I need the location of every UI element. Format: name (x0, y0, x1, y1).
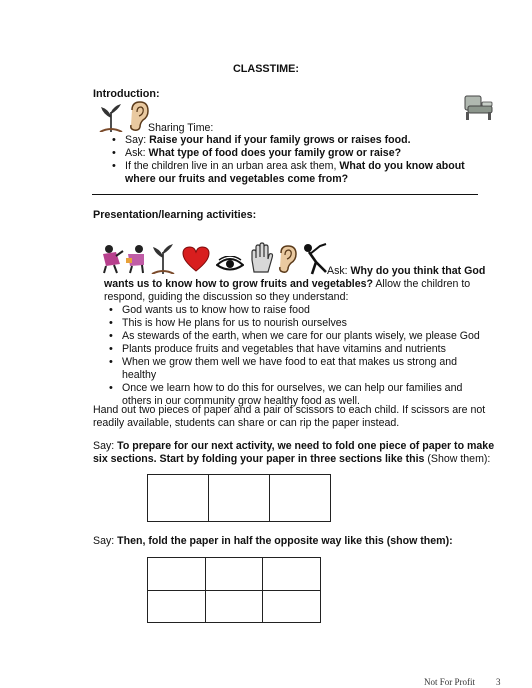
ask-line-1: Ask: Why do you think that God (327, 265, 486, 277)
list-item: • Ask: What type of food does your family grow or raise? (107, 147, 507, 160)
child-figure-icon (124, 244, 148, 274)
fold-section (263, 590, 321, 623)
list-item: • Say: Raise your hand if your family grows or raises food. (107, 134, 507, 147)
hand-icon (248, 242, 274, 274)
stretching-figure-icon (300, 242, 330, 276)
plant-sprout-icon (97, 102, 125, 132)
heart-icon (182, 246, 210, 272)
fold-section (148, 558, 206, 591)
ear-icon (126, 100, 150, 132)
footer-label: Not For Profit (424, 677, 476, 687)
ear-icon (276, 244, 298, 274)
six-section-diagram (147, 557, 321, 623)
fold-section (148, 590, 206, 623)
list-item: • Once we learn how to do this for ourselves, we can help our families and others in our community grow healthy food as well. (104, 382, 487, 408)
list-item: • When we grow them well we have food to eat that makes us strong and healthy (104, 356, 494, 382)
fold-instruction-1-line-2: six sections. Start by folding your paper in three sections like this (Show them): (93, 453, 491, 465)
handout-line-1: Hand out two pieces of paper and a pair of scissors to each child. If scissors are not (93, 404, 486, 416)
page-title: CLASSTIME: (233, 63, 299, 75)
eye-icon (216, 256, 244, 272)
section-divider (92, 194, 478, 195)
fold-section (205, 590, 263, 623)
fold-instruction-1-line-1: Say: To prepare for our next activity, we need to fold one piece of paper to make (93, 440, 495, 452)
presentation-heading: Presentation/learning activities: (93, 209, 257, 221)
plant-sprout-icon (150, 242, 176, 274)
introduction-heading: Introduction: (93, 88, 160, 100)
introduction-list (107, 134, 507, 186)
fold-section (205, 558, 263, 591)
fold-section (148, 475, 209, 522)
list-item: • God wants us to know how to raise food (104, 304, 494, 317)
list-item: • As stewards of the earth, when we care for our plants wisely, we please God (104, 330, 494, 343)
three-section-diagram (147, 474, 331, 522)
list-item: • Plants produce fruits and vegetables that have vitamins and nutrients (104, 343, 494, 356)
fold-section (209, 475, 270, 522)
ask-line-3: respond, guiding the discussion so they understand: (104, 291, 349, 303)
discussion-list (104, 304, 494, 408)
fold-section (270, 475, 331, 522)
list-item: • If the children live in an urban area ask them, What do you know about where our fruits and vegetables come from? (107, 160, 495, 186)
handout-line-2: readily available, students can share or can rip the paper instead. (93, 417, 400, 429)
child-figure-icon (100, 244, 124, 274)
fold-instruction-2: Say: Then, fold the paper in half the opposite way like this (show them): (93, 535, 453, 547)
chair-icon (462, 92, 496, 122)
sharing-time-label: Sharing Time: (148, 122, 214, 134)
list-item: • This is how He plans for us to nourish ourselves (104, 317, 494, 330)
fold-section (263, 558, 321, 591)
ask-line-2: wants us to know how to grow fruits and vegetables? Allow the children to (104, 278, 471, 290)
page-number: 3 (496, 677, 501, 687)
